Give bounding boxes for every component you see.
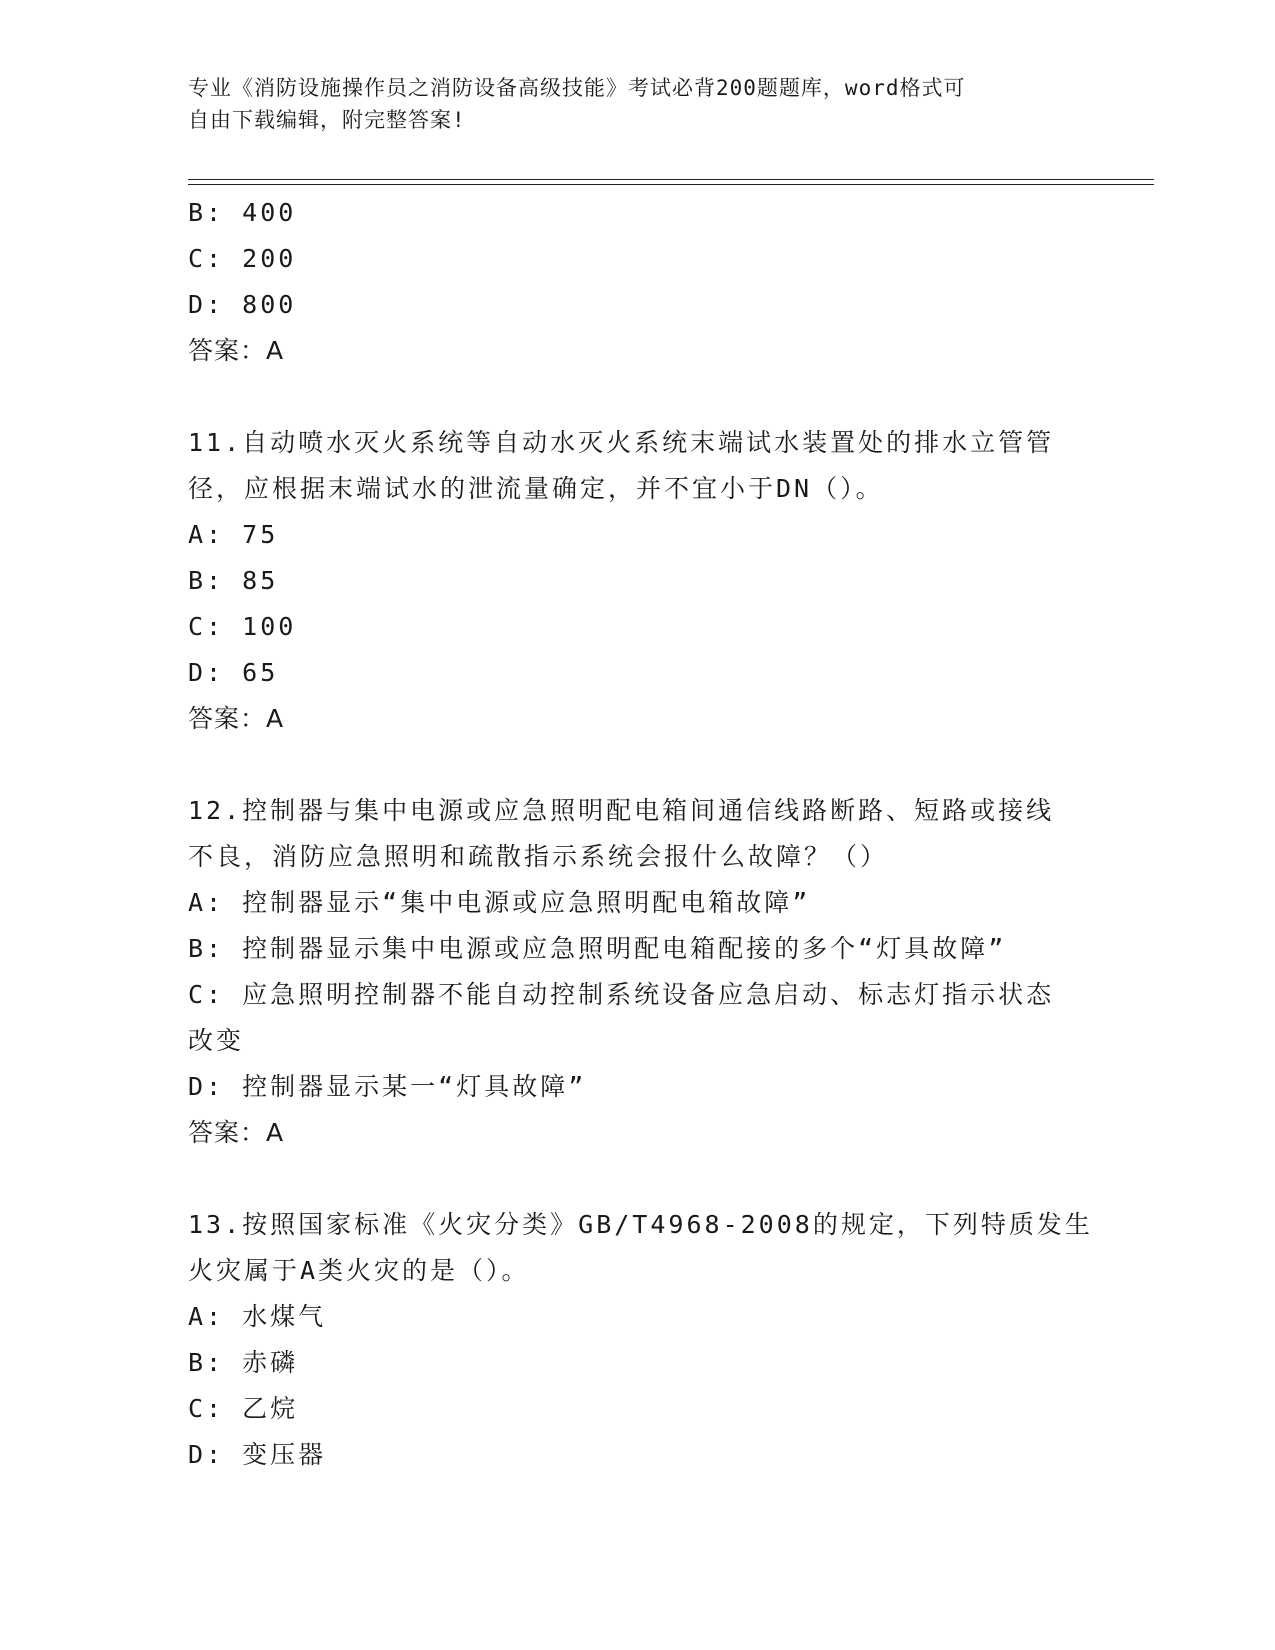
question-10 bbox=[188, 190, 1088, 374]
question-12 bbox=[188, 788, 1088, 1156]
header-divider-top bbox=[188, 179, 1154, 180]
option-a: A: 控制器显示“集中电源或应急照明配电箱故障” bbox=[188, 888, 811, 917]
option-d: D: 65 bbox=[188, 658, 279, 687]
option-d: D: 控制器显示某一“灯具故障” bbox=[188, 1072, 587, 1101]
header-divider-bottom bbox=[188, 184, 1154, 185]
option-c: C: 乙烷 bbox=[188, 1394, 299, 1423]
header-line-1: 专业《消防设施操作员之消防设备高级技能》考试必背200题题库，word格式可 bbox=[188, 76, 966, 100]
question-title-cont: 不良，消防应急照明和疏散指示系统会报什么故障？（） bbox=[188, 842, 889, 871]
question-title-cont: 径，应根据末端试水的泄流量确定，并不宜小于DN（）。 bbox=[188, 474, 884, 503]
option-a: A: 水煤气 bbox=[188, 1302, 327, 1331]
question-title-cont: 火灾属于A类火灾的是（）。 bbox=[188, 1256, 530, 1285]
option-c: C: 应急照明控制器不能自动控制系统设备应急启动、标志灯指示状态 bbox=[188, 980, 1055, 1009]
question-title: 12.控制器与集中电源或应急照明配电箱间通信线路断路、短路或接线 bbox=[188, 796, 1055, 825]
option-d: D: 800 bbox=[188, 290, 297, 319]
option-b: B: 400 bbox=[188, 198, 297, 227]
answer: 答案：A bbox=[188, 704, 285, 733]
question-13 bbox=[188, 1202, 1093, 1478]
option-c-cont: 改变 bbox=[188, 1026, 245, 1055]
option-d: D: 变压器 bbox=[188, 1440, 327, 1469]
question-11 bbox=[188, 420, 1088, 742]
question-list bbox=[188, 190, 1093, 1478]
header-line-2: 自由下载编辑，附完整答案! bbox=[188, 108, 466, 132]
option-c: C: 100 bbox=[188, 612, 297, 641]
option-c: C: 200 bbox=[188, 244, 297, 273]
answer: 答案：A bbox=[188, 336, 285, 365]
question-title: 11.自动喷水灭火系统等自动水灭火系统末端试水装置处的排水立管管 bbox=[188, 428, 1055, 457]
document-header bbox=[188, 72, 1068, 136]
option-a: A: 75 bbox=[188, 520, 279, 549]
option-b: B: 控制器显示集中电源或应急照明配电箱配接的多个“灯具故障” bbox=[188, 934, 1007, 963]
answer: 答案：A bbox=[188, 1118, 285, 1147]
question-title: 13.按照国家标准《火灾分类》GB/T4968-2008的规定，下列特质发生 bbox=[188, 1210, 1093, 1239]
option-b: B: 赤磷 bbox=[188, 1348, 299, 1377]
option-b: B: 85 bbox=[188, 566, 279, 595]
